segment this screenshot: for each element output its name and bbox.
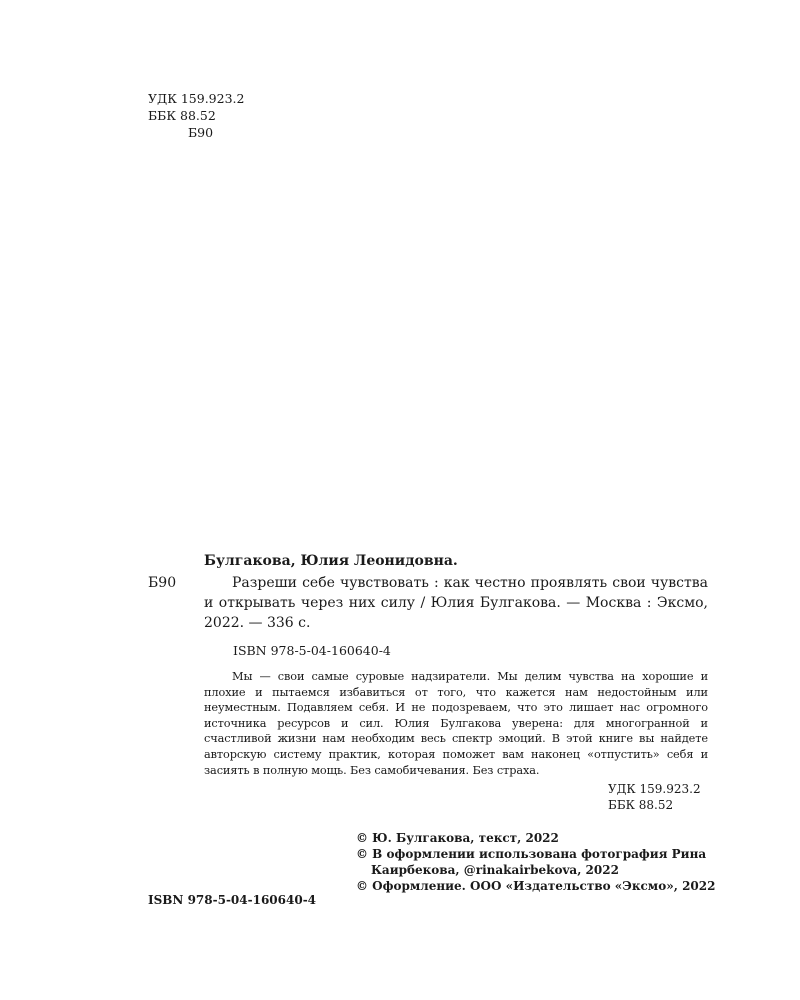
record-body <box>148 573 708 633</box>
isbn-bottom: ISBN 978-5-04-160640-4 <box>148 893 317 907</box>
record-udk: УДК 159.923.2 <box>608 782 701 797</box>
udk-code: УДК 159.923.2 <box>148 91 245 106</box>
record-cutter-code: Б90 <box>148 575 177 591</box>
record-author: Булгакова, Юлия Леонидовна. <box>204 553 458 569</box>
record-isbn: ISBN 978-5-04-160640-4 <box>233 643 391 658</box>
record-bbk: ББК 88.52 <box>608 798 674 813</box>
copyright-block <box>356 830 716 894</box>
classification-block <box>148 90 244 141</box>
record-annotation: Мы — свои самые суровые надзиратели. Мы делим чувства на хорошие и плохие и пытаемся избавиться от того, что кажется нам недостойным или неуместным. Подавляем себя. И не подозреваем, что это лишает нас огромного источника ресурсов и сил. Юлия Булгакова уверена: для многогранной и счастливой жизни нам необходим весь спектр эмоций. В этой книге вы найдете авторскую систему практик, которая поможет вам наконец «отпустить» себя и засиять в полную мощь. Без самобичевания. Без страха. <box>204 670 708 777</box>
record-title: Разреши себе чувствовать : как честно проявлять свои чувства и открывать через них силу / Юлия Булгакова. — Москва : Эксмо, 2022. — 336 с. <box>204 575 708 631</box>
bbk-code: ББК 88.52 <box>148 108 216 123</box>
author-cutter-code: Б90 <box>188 125 214 140</box>
catalog-record <box>148 552 708 813</box>
record-codes <box>148 781 708 813</box>
copyright-design: © Оформление. ООО «Издательство «Эксмо», 2022 <box>356 879 716 893</box>
copyright-photo: © В оформлении использована фотография Рина Каирбекова, @rinakairbekova, 2022 <box>356 847 707 877</box>
copyright-text: © Ю. Булгакова, текст, 2022 <box>356 831 559 845</box>
